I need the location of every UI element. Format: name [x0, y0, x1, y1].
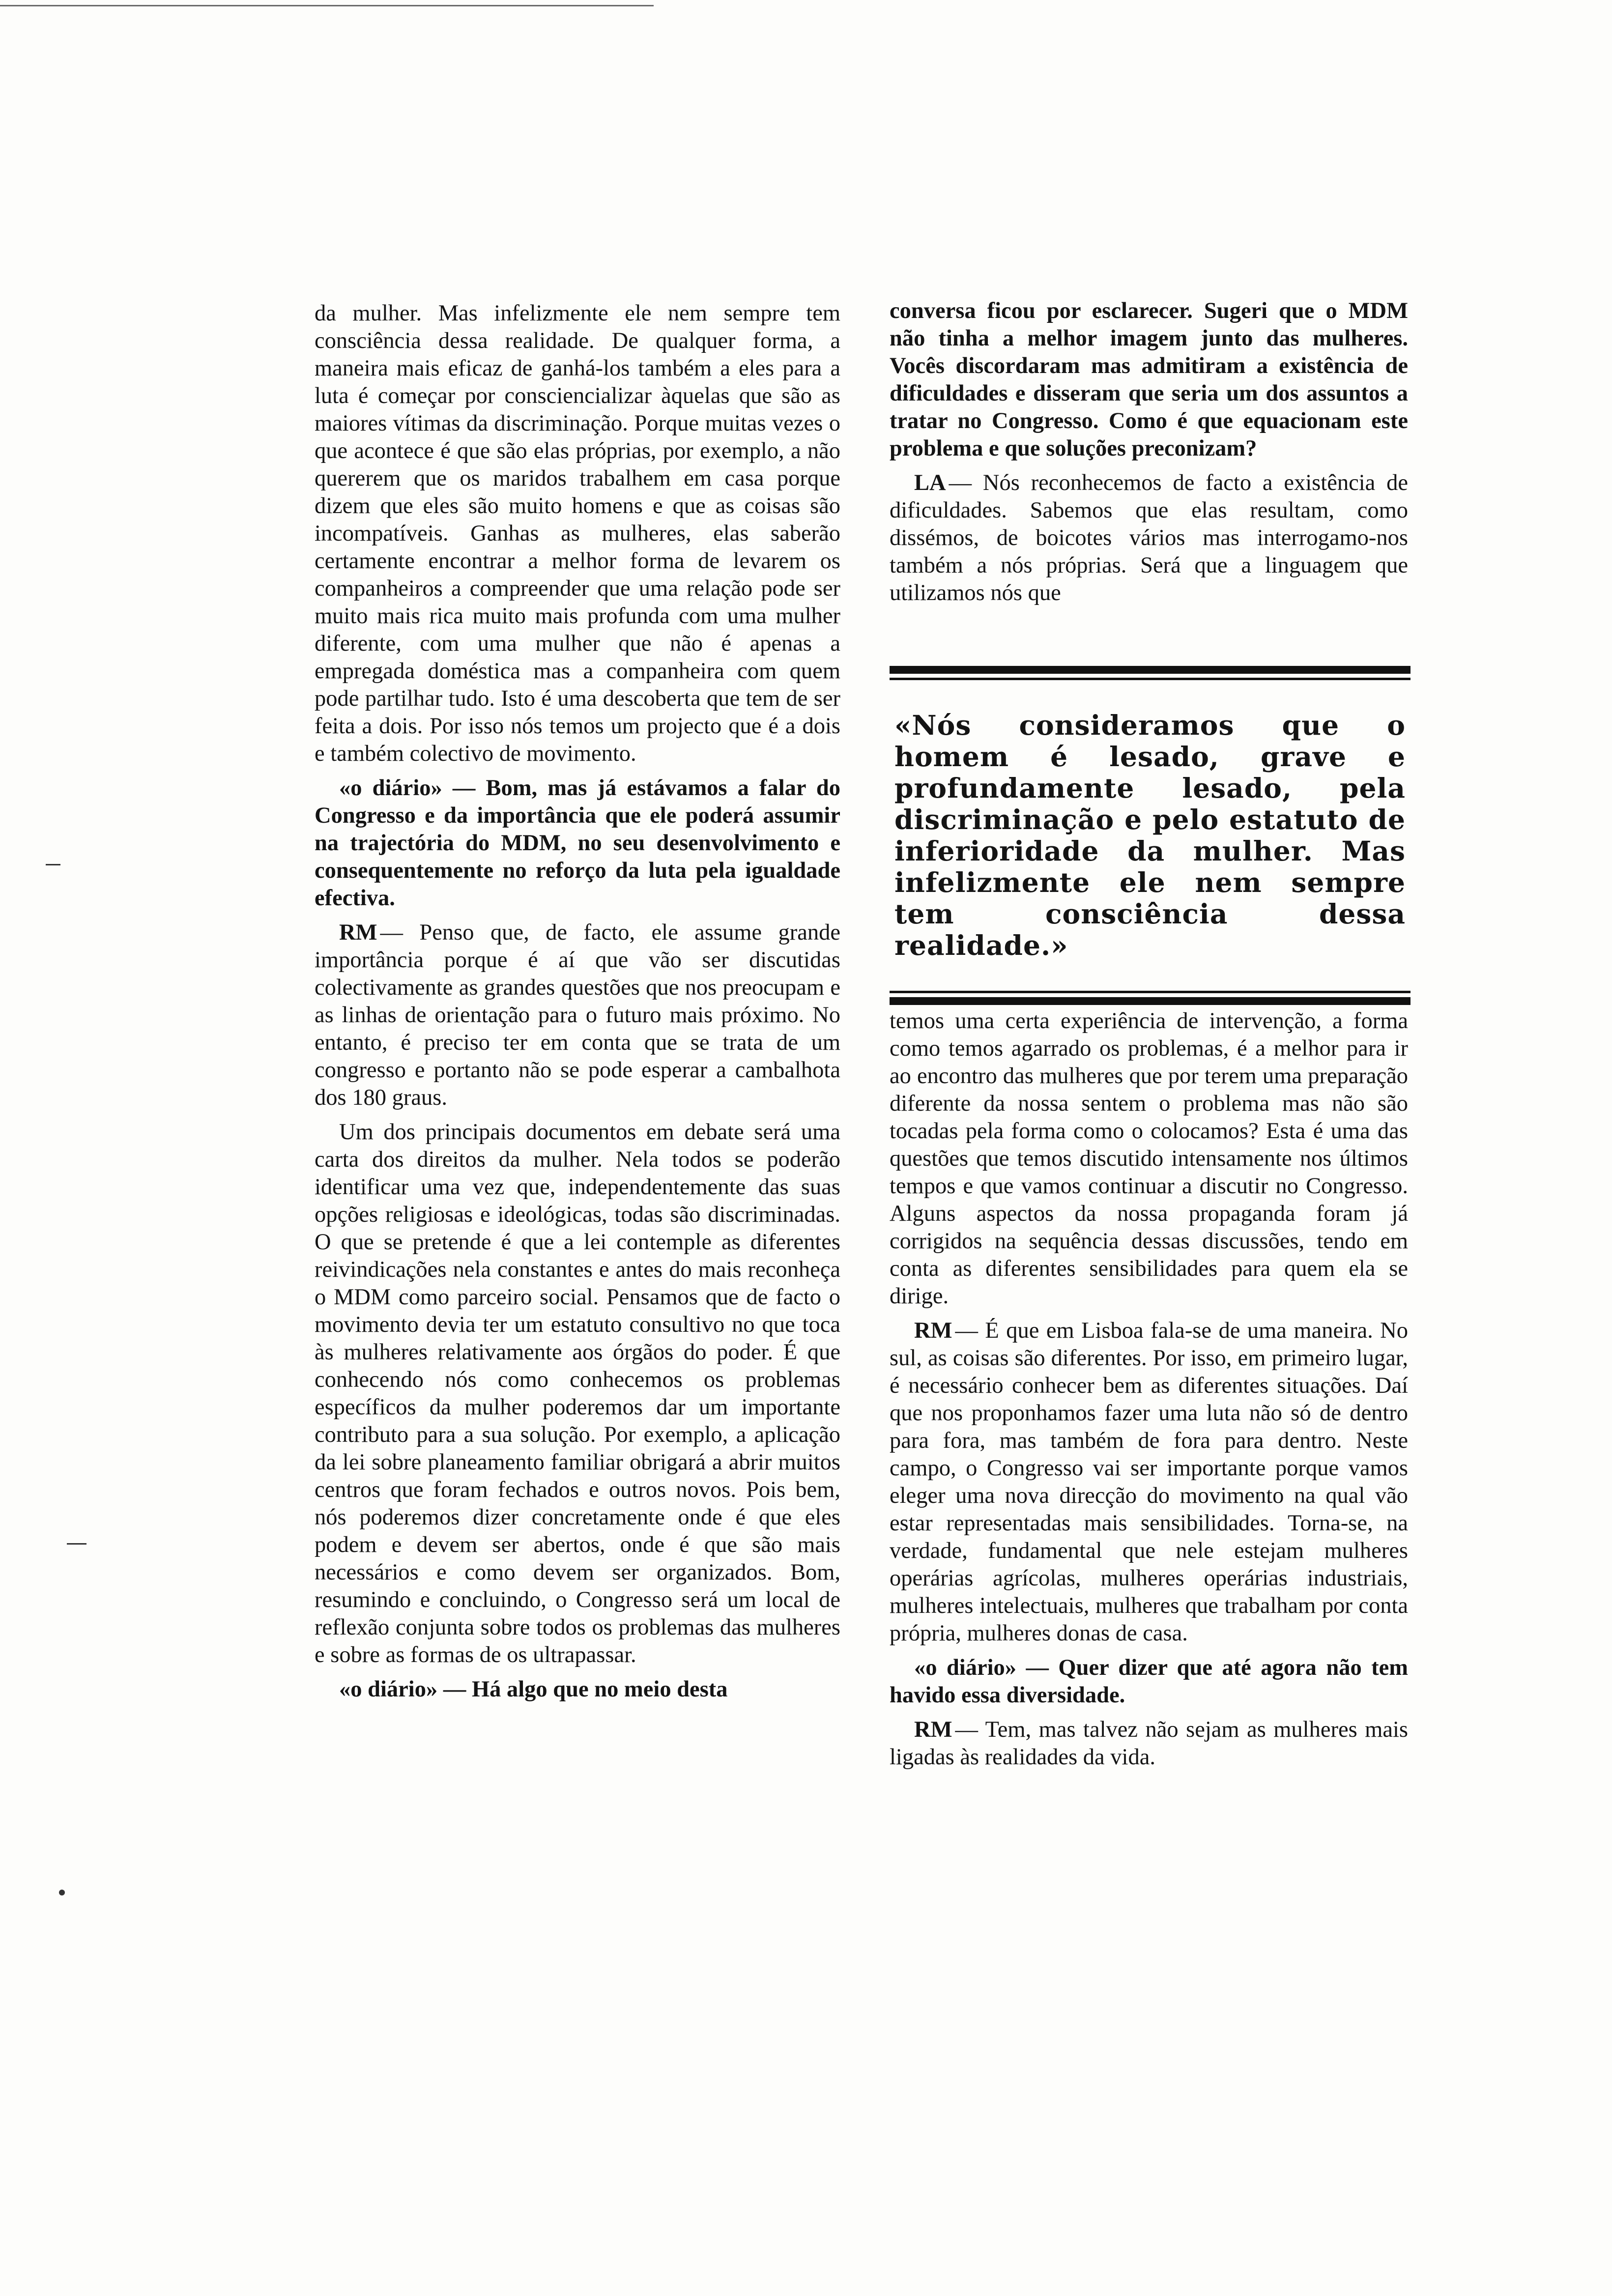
interview-answer	[315, 919, 840, 1112]
pull-quote-rule-bottom	[890, 997, 1410, 1005]
paragraph: temos uma certa experiência de intervenção, a forma como temos agarrado os problemas, é a melhor para ir ao encontro das mulheres que por terem uma preparação diferente da nossa sentem o problema mas não são tocadas pela forma como o colocamos? Esta é uma das questões que temos discutido intensamente nos últimos tempos e que vamos continuar a discutir no Congresso. Alguns aspectos da nossa propaganda foram já corrigidos na sequência dessas discussões, tendo em conta as diferentes sensibilidades para quem ela se dirige.	[890, 1008, 1408, 1309]
interviewer-question: «o diário» — Quer dizer que até agora não tem havido essa diversidade.	[890, 1655, 1408, 1708]
right-column-bottom	[890, 1007, 1408, 1771]
speaker-label: RM	[339, 920, 377, 945]
pull-quote-rule-bottom-thin	[890, 991, 1410, 993]
pull-quote-text: «Nós consideramos que o homem é lesado, grave e profundamente lesado, pela discriminação e pelo estatuto de inferioridade da mulher. Mas infelizmente ele nem sempre tem consciência dessa realidade.»	[894, 709, 1406, 961]
answer-text: — É que em Lisboa fala-se de uma maneira. No sul, as coisas são diferentes. Por isso, em primeiro lugar, é necessário conhecer bem as diferentes situações. Daí que nos proponhamos fazer uma luta não só de dentro para fora, mas também de fora para dentro. Neste campo, o Congresso vai ser importante porque vamos eleger uma nova direcção do movimento na qual vão estar representadas mais sensibilidades. Torna-se, na verdade, fundamental que nele estejam mulheres operárias agrícolas, mulheres operárias industriais, mulheres intelectuais, mulheres que trabalham por conta própria, mulheres donas de casa.	[890, 1318, 1408, 1646]
left-column	[315, 300, 840, 1703]
answer-text: — Penso que, de facto, ele assume grande importância porque é aí que vão ser discutidas colectivamente as grandes questões que nos preocupam e as linhas de orientação para o futuro mais próximo. No entanto, é preciso ter em conta que se trata de um congresso e portanto não se pode esperar a cambalhota dos 180 graus.	[315, 920, 840, 1110]
top-edge-rule	[0, 5, 654, 6]
interview-answer	[890, 1317, 1408, 1647]
interviewer-question: «o diário» — Bom, mas já estávamos a falar do Congresso e da importância que ele poderá assumir na trajectória do MDM, no seu desenvolvimento e consequentemente no reforço da luta pela igualdade efectiva.	[315, 775, 840, 911]
pull-quote	[890, 666, 1410, 1005]
pull-quote-rule-top-thin	[890, 678, 1410, 680]
pull-quote-rule-top	[890, 666, 1410, 674]
scan-speck	[46, 864, 60, 865]
interview-answer	[890, 1716, 1408, 1771]
interviewer-question: «o diário» — Há algo que no meio desta	[339, 1677, 728, 1702]
scan-speck	[67, 1543, 86, 1545]
scan-dot	[59, 1890, 65, 1895]
speaker-label: RM	[914, 1318, 952, 1343]
paragraph: da mulher. Mas infelizmente ele nem sempre tem consciência dessa realidade. De qualquer forma, a maneira mais eficaz de ganhá-los também a eles para a luta é começar por consciencializar àquelas que são as maiores vítimas da discriminação. Porque muitas vezes o que acontece é que são elas próprias, por exemplo, a não quererem que os maridos trabalhem em casa porque dizem que eles são muito homens e que as coisas são incompatíveis. Ganhas as mulheres, elas saberão certamente encontrar a melhor forma de levarem os companheiros a compreender que uma relação pode ser muito mais rica muito mais profunda com uma mulher diferente, com uma mulher que não é apenas a empregada doméstica mas a companheira com quem pode partilhar tudo. Isto é uma descoberta que tem de ser feita a dois. Por isso nós temos um projecto que é a dois e também colectivo de movimento.	[315, 301, 840, 766]
speaker-label: LA	[914, 470, 946, 495]
answer-text: — Nós reconhecemos de facto a existência de dificuldades. Sabemos que elas resultam, como dissémos, de boicotes vários mas interrogamo-nos também a nós próprias. Será que a linguagem que utilizamos nós que	[890, 470, 1408, 605]
speaker-label: RM	[914, 1717, 952, 1742]
paragraph: Um dos principais documentos em debate será uma carta dos direitos da mulher. Nela todos se poderão identificar uma vez que, independentemente das suas opções religiosas e ideológicas, todas são discriminadas. O que se pretende é que a lei contemple as diferentes reivindicações nela constantes e antes do mais reconheça o MDM como parceiro social. Pensamos que de facto o movimento devia ter um estatuto consultivo no que toca às mulheres relativamente aos órgãos do poder. É que conhecendo nós como conhecemos os problemas específicos da mulher poderemos dar um importante contributo para a sua solução. Por exemplo, a aplicação da lei sobre planeamento familiar obrigará a abrir muitos centros que foram fechados e outros novos. Pois bem, nós poderemos dizer concretamente onde é que eles podem e devem ser abertos, onde é que são mais necessários e como devem ser organizados. Bom, resumindo e concluindo, o Congresso será um local de reflexão conjunta sobre todos os problemas das mulheres e sobre as formas de os ultrapassar.	[315, 1119, 840, 1667]
right-column-top	[890, 297, 1408, 607]
interview-answer	[890, 469, 1408, 607]
answer-text: — Tem, mas talvez não sejam as mulheres mais ligadas às realidades da vida.	[890, 1717, 1408, 1770]
interviewer-question: conversa ficou por esclarecer. Sugeri que o MDM não tinha a melhor imagem junto das mulheres. Vocês discordaram mas admitiram a existência de dificuldades e disseram que seria um dos assuntos a tratar no Congresso. Como é que equacionam este problema e que soluções preconizam?	[890, 298, 1408, 461]
